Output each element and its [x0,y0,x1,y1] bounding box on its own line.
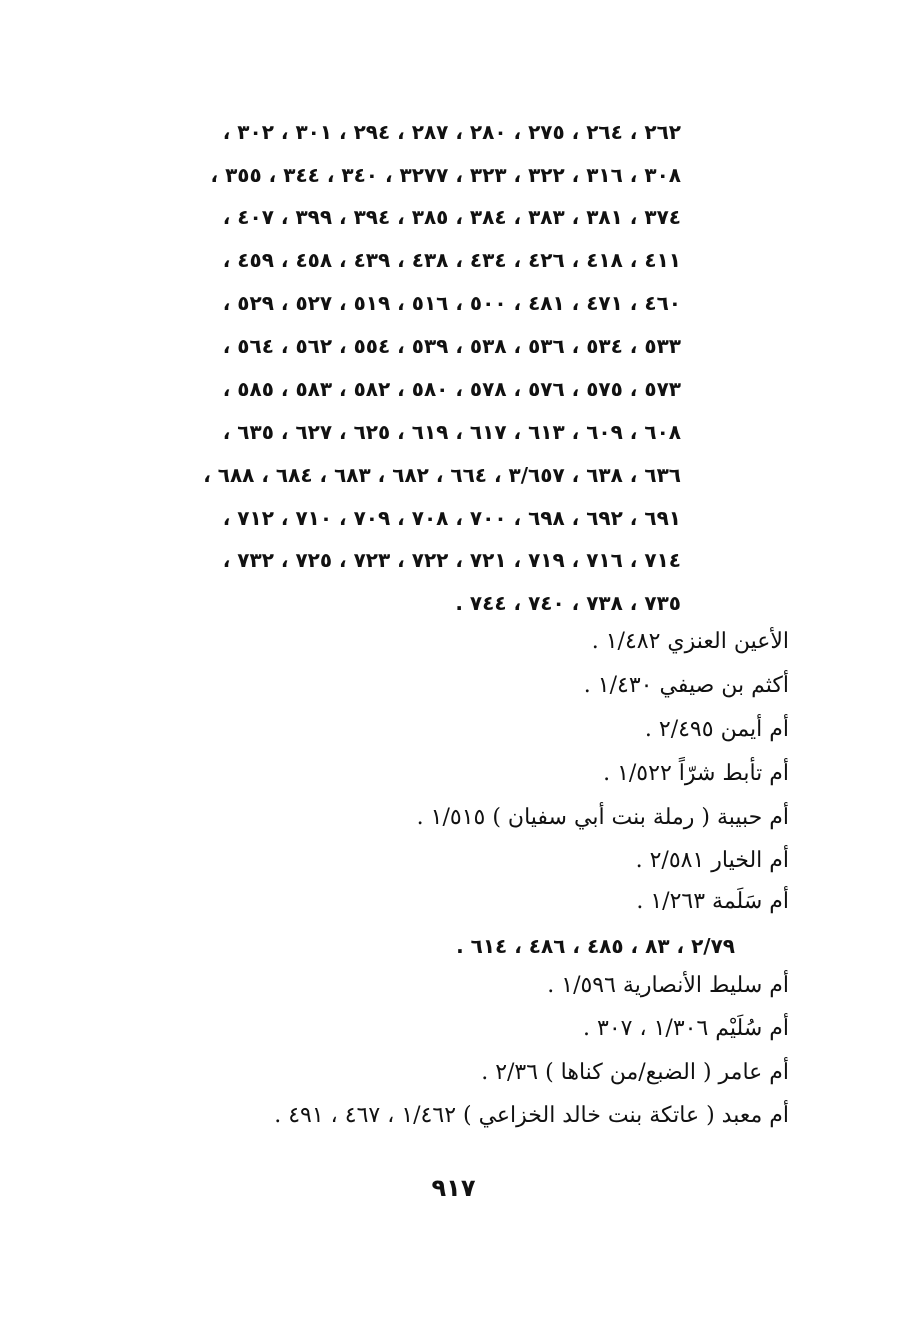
index-number-line: ٦٣٦ ، ٦٣٨ ، ٣/٦٥٧ ، ٦٦٤ ، ٦٨٢ ، ٦٨٣ ، ٦٨٤ ، ٦٨٨ ، [203,463,681,487]
index-number-line: ٢٦٢ ، ٢٦٤ ، ٢٧٥ ، ٢٨٠ ، ٢٨٧ ، ٢٩٤ ، ٣٠١ ، ٣٠٢ ، [222,120,681,144]
index-number-line: ٤١١ ، ٤١٨ ، ٤٢٦ ، ٤٣٤ ، ٤٣٨ ، ٤٣٩ ، ٤٥٨ ، ٤٥٩ ، [222,248,681,272]
index-entry-continuation: ٢/٧٩ ، ٨٣ ، ٤٨٥ ، ٤٨٦ ، ٦١٤ . [456,934,735,958]
index-entry: أم حبيبة ( رملة بنت أبي سفيان ) ١/٥١٥ . [416,805,789,830]
index-entry: أم سَلَمة ١/٢٦٣ . [636,889,789,914]
index-entry: أم عامر ( الضبع/من كناها ) ٢/٣٦ . [481,1060,789,1085]
index-number-line: ٧٣٥ ، ٧٣٨ ، ٧٤٠ ، ٧٤٤ . [455,591,681,615]
index-number-line: ٦٠٨ ، ٦٠٩ ، ٦١٣ ، ٦١٧ ، ٦١٩ ، ٦٢٥ ، ٦٢٧ ، ٦٣٥ ، [222,420,681,444]
index-entry: الأعين العنزي ١/٤٨٢ . [591,629,789,654]
index-number-line: ٧١٤ ، ٧١٦ ، ٧١٩ ، ٧٢١ ، ٧٢٢ ، ٧٢٣ ، ٧٢٥ ، ٧٣٢ ، [222,548,681,572]
index-entry: أم الخيار ٢/٥٨١ . [635,848,789,873]
index-entry: أكثم بن صيفي ١/٤٣٠ . [583,673,789,698]
index-number-line: ٥٣٣ ، ٥٣٤ ، ٥٣٦ ، ٥٣٨ ، ٥٣٩ ، ٥٥٤ ، ٥٦٢ ، ٥٦٤ ، [222,334,681,358]
index-number-line: ٥٧٣ ، ٥٧٥ ، ٥٧٦ ، ٥٧٨ ، ٥٨٠ ، ٥٨٢ ، ٥٨٣ ، ٥٨٥ ، [222,377,681,401]
index-number-line: ٣٠٨ ، ٣١٦ ، ٣٢٢ ، ٣٢٣ ، ٣٢٧٧ ، ٣٤٠ ، ٣٤٤ ، ٣٥٥ ، [210,163,681,187]
index-number-line: ٦٩١ ، ٦٩٢ ، ٦٩٨ ، ٧٠٠ ، ٧٠٨ ، ٧٠٩ ، ٧١٠ ، ٧١٢ ، [222,506,681,530]
index-number-line: ٣٧٤ ، ٣٨١ ، ٣٨٣ ، ٣٨٤ ، ٣٨٥ ، ٣٩٤ ، ٣٩٩ ، ٤٠٧ ، [222,205,681,229]
index-entry: أم سليط الأنصارية ١/٥٩٦ . [547,973,789,998]
index-number-line: ٤٦٠ ، ٤٧١ ، ٤٨١ ، ٥٠٠ ، ٥١٦ ، ٥١٩ ، ٥٢٧ ، ٥٢٩ ، [222,291,681,315]
index-entry: أم تأبط شرّاً ١/٥٢٢ . [603,761,789,786]
index-entry: أم أيمن ٢/٤٩٥ . [644,717,789,742]
index-entry: أم سُلَيْم ١/٣٠٦ ، ٣٠٧ . [583,1016,789,1041]
page-number: ٩١٧ [431,1174,476,1202]
index-entry: أم معبد ( عاتكة بنت خالد الخزاعي ) ١/٤٦٢ ، ٤٦٧ ، ٤٩١ . [274,1103,789,1128]
